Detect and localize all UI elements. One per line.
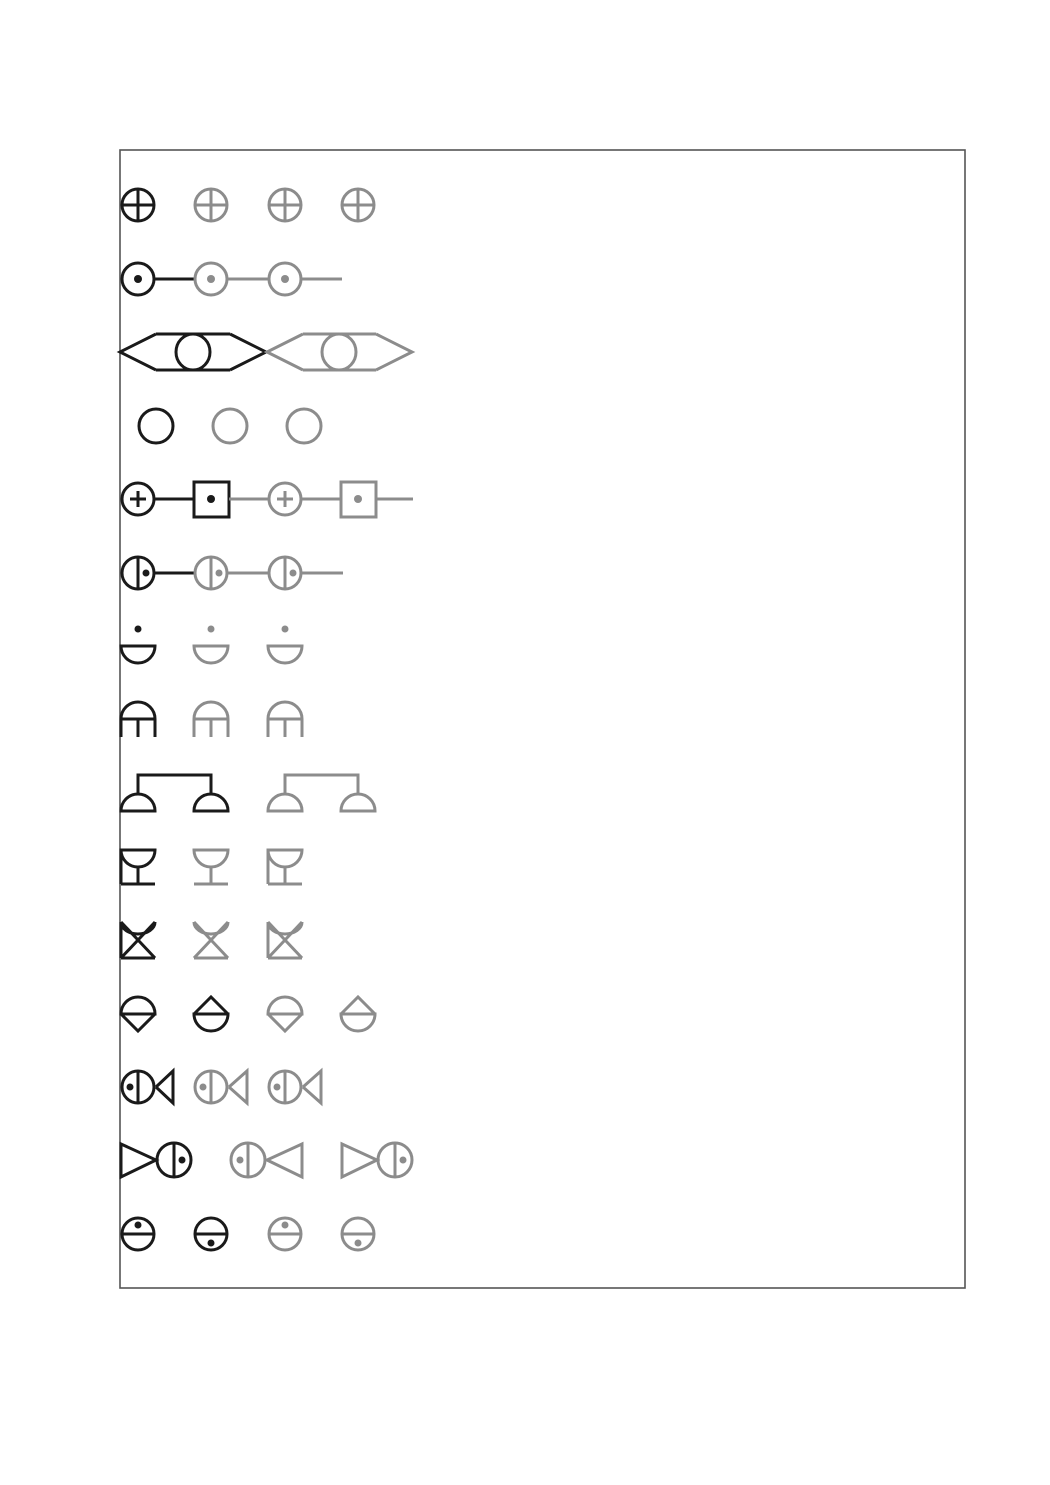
row-477-pattern <box>122 1218 374 1250</box>
row-476-pattern <box>121 1143 412 1177</box>
circle-triangle-up-icon <box>194 997 228 1031</box>
row-466-pattern <box>139 409 321 443</box>
split-circle-dot-icon <box>195 557 269 589</box>
split-circle-bowtie-icon <box>195 1071 247 1103</box>
bracketed-domes-icon <box>268 775 375 811</box>
row-471-pattern <box>121 775 375 811</box>
dot-half-circle-icon <box>194 626 228 664</box>
split-circle-dot-bottom-icon <box>195 1218 227 1250</box>
circle-cross-icon <box>122 189 154 221</box>
split-circle-bowtie-icon <box>122 1071 173 1103</box>
eye-hexagon-icon <box>120 334 266 370</box>
row-473-pattern <box>121 922 302 958</box>
row-463-pattern <box>122 189 374 221</box>
row-474-pattern <box>121 997 375 1031</box>
split-circle-bowtie-icon <box>269 1071 321 1103</box>
dot-half-circle-icon <box>121 626 155 664</box>
circle-dot-link-icon <box>122 263 195 295</box>
dome-stem-icon <box>121 702 155 737</box>
split-circle-dot-icon <box>122 557 195 589</box>
row-472-pattern <box>121 850 302 884</box>
split-circle-dot-top-icon <box>269 1218 301 1250</box>
circle-cross-icon <box>269 189 301 221</box>
goblet-icon <box>194 850 228 884</box>
dome-stem-icon <box>194 702 228 737</box>
circle-dot-link-icon <box>269 263 342 295</box>
split-circle-dot-top-icon <box>122 1218 154 1250</box>
circle-dot-link-icon <box>195 263 269 295</box>
circle-cross-icon <box>342 189 374 221</box>
split-circle-dot-icon <box>269 557 343 589</box>
row-468-pattern <box>122 557 343 589</box>
grid-frame <box>120 150 965 1288</box>
circle-icon <box>139 409 173 443</box>
triangle-split-circle-icon <box>342 1143 412 1177</box>
row-469-pattern <box>121 626 302 664</box>
row-465-pattern <box>120 334 412 370</box>
circle-triangle-down-icon <box>121 997 155 1031</box>
circle-icon <box>213 409 247 443</box>
circle-triangle-down-icon <box>268 997 302 1031</box>
circle-plus-icon <box>122 483 193 515</box>
square-dot-icon <box>194 482 269 517</box>
row-475-pattern <box>122 1071 321 1103</box>
split-circle-triangle-icon <box>231 1143 302 1177</box>
circle-triangle-up-icon <box>341 997 375 1031</box>
dot-half-circle-icon <box>268 626 302 664</box>
circle-cross-icon <box>195 189 227 221</box>
goblet-icon <box>121 850 155 884</box>
dome-stem-icon <box>268 702 302 737</box>
circle-plus-icon <box>269 483 341 515</box>
row-467-pattern <box>122 482 413 517</box>
bracketed-domes-icon <box>121 775 228 811</box>
hourglass-icon <box>121 922 155 958</box>
circle-icon <box>287 409 321 443</box>
hourglass-icon <box>268 922 302 958</box>
goblet-icon <box>268 850 302 884</box>
row-464-pattern <box>122 263 342 295</box>
split-circle-dot-bottom-icon <box>342 1218 374 1250</box>
hourglass-icon <box>194 922 228 958</box>
square-dot-icon <box>341 482 413 517</box>
eye-hexagon-icon <box>267 334 412 370</box>
row-470-pattern <box>121 702 302 737</box>
triangle-split-circle-icon <box>121 1143 191 1177</box>
